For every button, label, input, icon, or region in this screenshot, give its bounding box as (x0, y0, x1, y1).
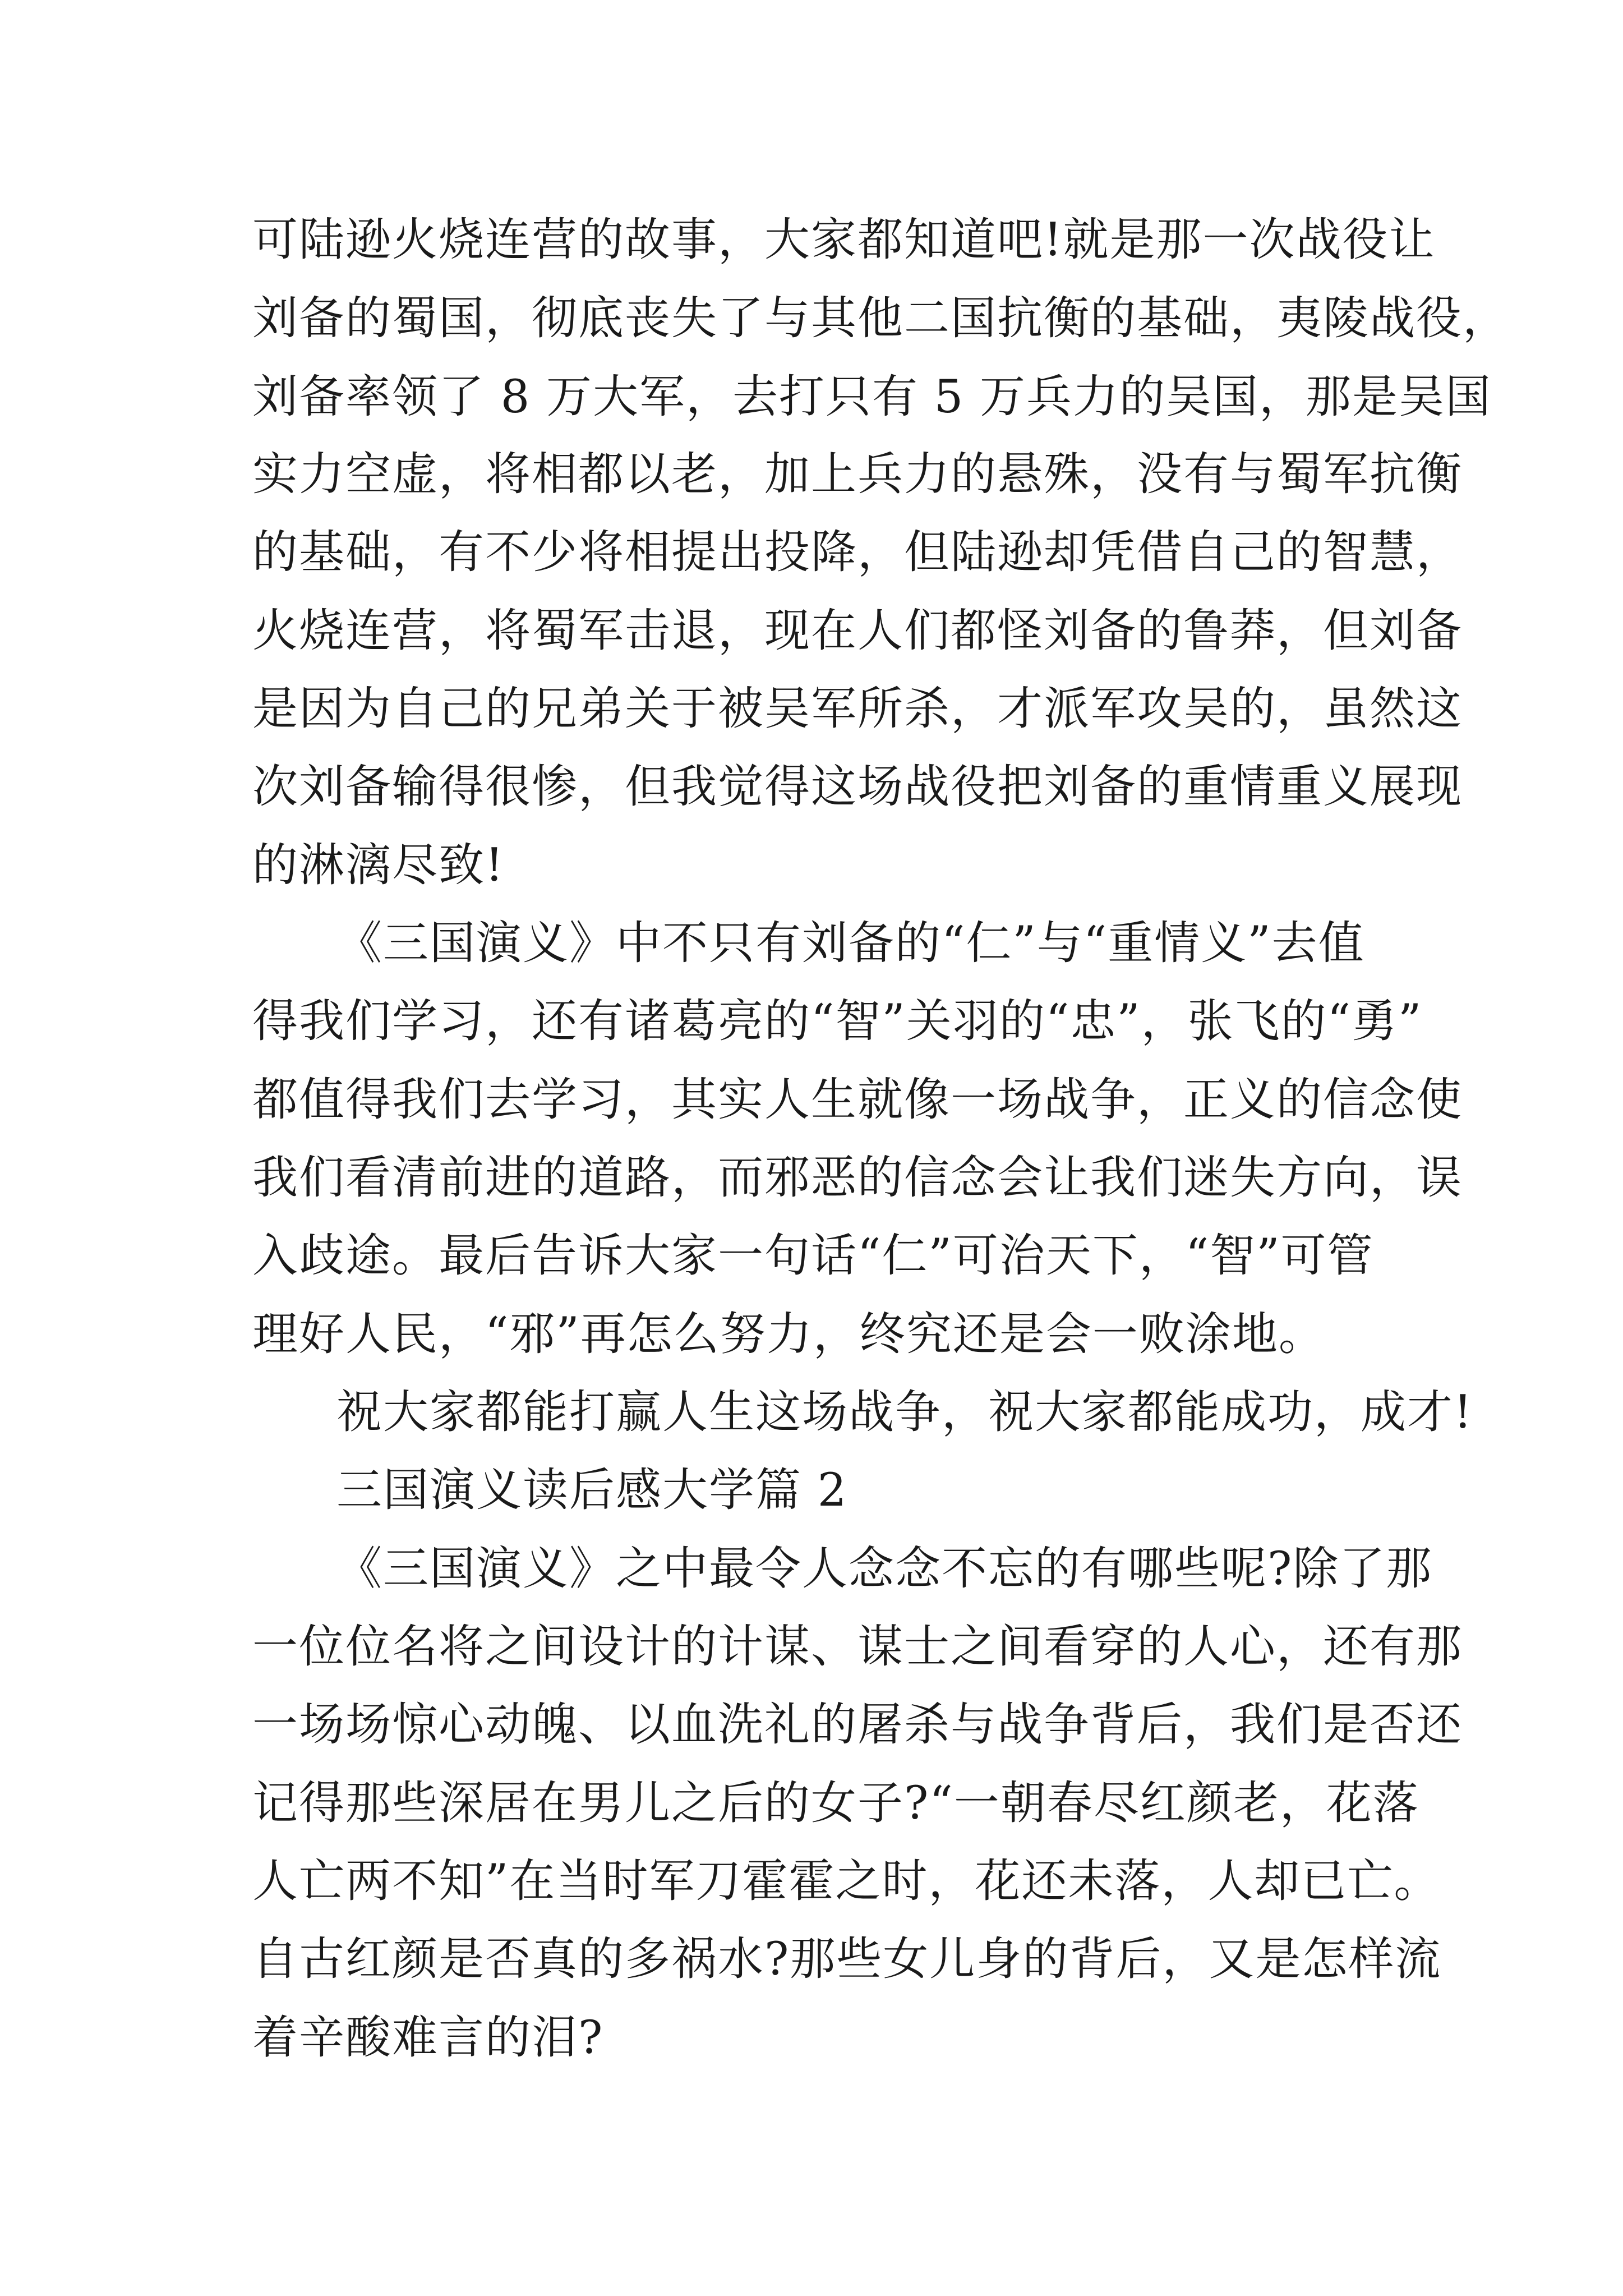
paragraph-2-line-5: 入歧途。最后告诉大家一句话“仁”可治天下，“智”可管 (252, 1230, 1374, 1282)
section-heading: 三国演义读后感大学篇 2 (336, 1464, 848, 1517)
paragraph-1-line-1: 可陆逊火烧连营的故事，大家都知道吧!就是那一次战役让 (252, 214, 1436, 266)
paragraph-1-line-7: 是因为自己的兄弟关于被吴军所杀，才派军攻吴的，虽然这 (252, 683, 1463, 735)
paragraph-1-line-8: 次刘备输得很惨，但我觉得这场战役把刘备的重情重义展现 (252, 761, 1463, 813)
paragraph-5-line-5: 人亡两不知”在当时军刀霍霍之时，花还未落，人却已亡。 (252, 1855, 1441, 1908)
paragraph-5-line-3: 一场场惊心动魄、以血洗礼的屠杀与战争背后，我们是否还 (252, 1699, 1463, 1751)
paragraph-1-line-6: 火烧连营，将蜀军击退，现在人们都怪刘备的鲁莽，但刘备 (252, 605, 1463, 657)
paragraph-5-line-7: 着辛酸难言的泪? (252, 2012, 604, 2064)
paragraph-2-line-3: 都值得我们去学习，其实人生就像一场战争，正义的信念使 (252, 1074, 1463, 1126)
paragraph-1-line-9: 的淋漓尽致! (252, 839, 505, 892)
paragraph-2-line-4: 我们看清前进的道路，而邪恶的信念会让我们迷失方向，误 (252, 1152, 1463, 1204)
paragraph-2-line-1: 《三国演义》中不只有刘备的“仁”与“重情义”去值 (336, 917, 1365, 970)
paragraph-1-line-4: 实力空虚，将相都以老，加上兵力的悬殊，没有与蜀军抗衡 (252, 448, 1463, 501)
paragraph-2-line-6: 理好人民，“邪”再怎么努力，终究还是会一败涂地。 (252, 1308, 1325, 1361)
paragraph-1-line-3: 刘备率领了 8 万大军，去打只有 5 万兵力的吴国，那是吴国 (252, 371, 1492, 424)
paragraph-1-line-5: 的基础，有不少将相提出投降，但陆逊却凭借自己的智慧， (252, 526, 1463, 579)
paragraph-1-line-2: 刘备的蜀国，彻底丧失了与其他二国抗衡的基础，夷陵战役， (252, 292, 1510, 345)
paragraph-5-line-2: 一位位名将之间设计的计谋、谋士之间看穿的人心，还有那 (252, 1621, 1463, 1673)
paragraph-5-line-6: 自古红颜是否真的多祸水?那些女儿身的背后，又是怎样流 (252, 1933, 1442, 1986)
paragraph-5-line-1: 《三国演义》之中最令人念念不忘的有哪些呢?除了那 (336, 1543, 1433, 1595)
paragraph-5-line-4: 记得那些深居在男儿之后的女子?“一朝春尽红颜老，花落 (252, 1777, 1419, 1830)
paragraph-3-line-1: 祝大家都能打赢人生这场战争，祝大家都能成功，成才! (336, 1386, 1473, 1439)
paragraph-2-line-2: 得我们学习，还有诸葛亮的“智”关羽的“忠”，张飞的“勇” (252, 995, 1423, 1048)
